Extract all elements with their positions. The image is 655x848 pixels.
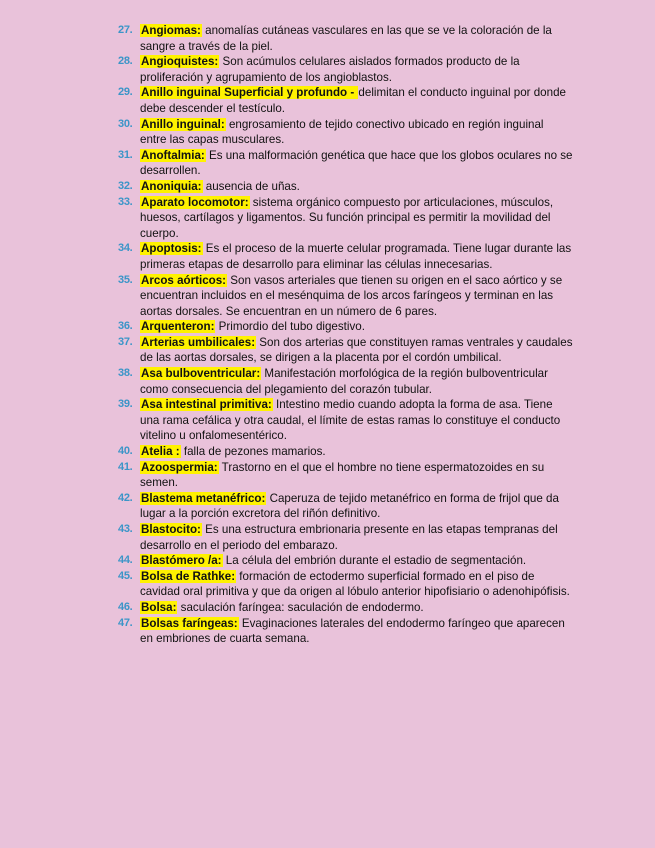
entry-number: 33. <box>118 195 133 208</box>
entry-term: Anillo inguinal Superficial y profundo - <box>141 86 358 100</box>
entry-definition: Primordio del tubo digestivo. <box>215 320 365 334</box>
entry-definition: Es una malformación genética que hace que los globos oculares no se desarrollen. <box>140 148 573 178</box>
glossary-entry <box>118 117 573 148</box>
glossary-entry <box>118 273 573 320</box>
entry-number: 46. <box>118 600 133 613</box>
glossary-entry <box>118 366 573 397</box>
entry-definition: Son acúmulos celulares aislados formados producto de la proliferación y agrupamiento de los angioblastos. <box>140 55 520 84</box>
entry-term: Asa intestinal primitiva: <box>141 398 272 412</box>
entry-term: Aparato locomotor: <box>141 195 249 209</box>
glossary-entry <box>118 553 573 569</box>
entry-term: Apoptosis: <box>141 242 202 256</box>
entry-definition: saculación faríngea: saculación de endodermo. <box>177 600 424 614</box>
entry-term: Azoospermia: <box>141 460 218 474</box>
glossary-entry <box>118 444 573 460</box>
entry-number: 44. <box>118 554 133 567</box>
entry-number: 39. <box>118 398 133 411</box>
glossary-entry <box>118 319 573 335</box>
entry-number: 47. <box>118 616 133 629</box>
entry-term: Bolsa de Rathke: <box>141 569 236 583</box>
entry-definition: La célula del embrión durante el estadio de segmentación. <box>222 554 527 568</box>
entry-term: Anoftalmia: <box>141 148 205 162</box>
entry-term: Angioquistes: <box>141 55 219 69</box>
entry-term: Arquenteron: <box>141 320 215 334</box>
glossary-entry <box>118 148 573 179</box>
entry-definition: Intestino medio cuando adopta la forma de asa. Tiene una rama cefálica y otra caudal, el límite de estas ramas lo constituye el conducto vitelino u onfalomesentérico. <box>140 398 561 443</box>
entry-definition: engrosamiento de tejido conectivo ubicado en región inguinal entre las capas musculares. <box>140 117 544 147</box>
entry-definition: formación de ectodermo superficial formado en el piso de cavidad oral primitiva y que da origen al lóbulo anterior hipofisiario o adenohipófisis. <box>140 569 570 599</box>
entry-term: Blastocito: <box>141 523 201 536</box>
glossary-entry <box>118 179 573 195</box>
entry-definition: sistema orgánico compuesto por articulaciones, músculos, huesos, cartílagos y ligamentos. Su función principal es permitir la movilidad del cuerpo. <box>140 195 554 240</box>
glossary-entry <box>118 23 573 54</box>
entry-number: 43. <box>118 523 133 535</box>
glossary-list <box>118 23 573 647</box>
entry-term: Anillo inguinal: <box>141 117 225 131</box>
entry-term: Arcos aórticos: <box>141 273 227 287</box>
entry-definition: Evaginaciones laterales del endodermo faríngeo que aparecen en embriones de cuarta semana. <box>140 616 565 646</box>
glossary-entry <box>118 195 573 242</box>
entry-term: Angiomas: <box>141 24 201 37</box>
glossary-entry <box>118 85 573 116</box>
entry-definition: Son dos arterias que constituyen ramas ventrales y caudales de las aortas dorsales, se dirigen a la placenta por el cordón umbilical. <box>140 335 573 365</box>
glossary-entry <box>118 569 573 600</box>
glossary-entry <box>118 335 573 366</box>
entry-number: 35. <box>118 273 133 286</box>
entry-number: 29. <box>118 86 133 99</box>
glossary-entry <box>118 522 573 553</box>
entry-definition: Son vasos arteriales que tienen su origen en el saco aórtico y se encuentran incluidos en el mesénquima de los arcos faríngeos y terminan en las aortas dorsales. Se encuentran en un número de 6 pares. <box>140 273 563 318</box>
entry-term: Asa bulboventricular: <box>141 367 261 381</box>
glossary-entry <box>118 397 573 444</box>
entry-definition: ausencia de uñas. <box>202 179 300 193</box>
glossary-entry <box>118 54 573 85</box>
entry-number: 30. <box>118 117 133 130</box>
entry-term: Arterias umbilicales: <box>141 335 256 349</box>
glossary-entry <box>118 460 573 491</box>
entry-number: 38. <box>118 367 133 380</box>
entry-term: Anoniquia: <box>141 179 202 193</box>
entry-definition: falla de pezones mamarios. <box>180 445 326 459</box>
entry-definition: Es el proceso de la muerte celular programada. Tiene lugar durante las primeras etapas de desarrollo para eliminar las células innecesarias. <box>140 242 572 271</box>
entry-term: Blastema metanéfrico: <box>141 491 266 505</box>
glossary-entry <box>118 491 573 522</box>
entry-definition: anomalías cutáneas vasculares en las que se ve la coloración de la sangre a través de la piel. <box>140 24 552 53</box>
entry-definition: Trastorno en el que el hombre no tiene espermatozoides en su semen. <box>140 460 545 490</box>
entry-number: 36. <box>118 320 133 333</box>
entry-number: 42. <box>118 491 133 504</box>
glossary-entry <box>118 600 573 616</box>
entry-number: 40. <box>118 445 133 458</box>
entry-number: 32. <box>118 179 133 192</box>
entry-number: 31. <box>118 148 133 161</box>
entry-definition: Caperuza de tejido metanéfrico en forma de frijol que da lugar a la porción excretora del riñón definitivo. <box>140 491 559 521</box>
entry-term: Bolsa: <box>141 600 177 614</box>
entry-number: 45. <box>118 569 133 582</box>
entry-term: Bolsas faríngeas: <box>141 616 238 630</box>
entry-number: 37. <box>118 335 133 348</box>
entry-term: Atelia : <box>141 445 180 459</box>
entry-number: 28. <box>118 55 133 68</box>
entry-definition: delimitan el conducto inguinal por donde debe descender el testículo. <box>140 86 566 115</box>
entry-number: 27. <box>118 24 133 36</box>
glossary-entry <box>118 616 573 647</box>
entry-number: 41. <box>118 460 133 473</box>
entry-number: 34. <box>118 242 133 255</box>
entry-definition: Es una estructura embrionaria presente en las etapas tempranas del desarrollo en el periodo del embarazo. <box>140 523 558 552</box>
entry-term: Blastómero /a: <box>141 554 222 568</box>
glossary-entry <box>118 241 573 272</box>
entry-definition: Manifestación morfológica de la región bulboventricular como consecuencia del plegamiento del corazón tubular. <box>140 367 548 396</box>
